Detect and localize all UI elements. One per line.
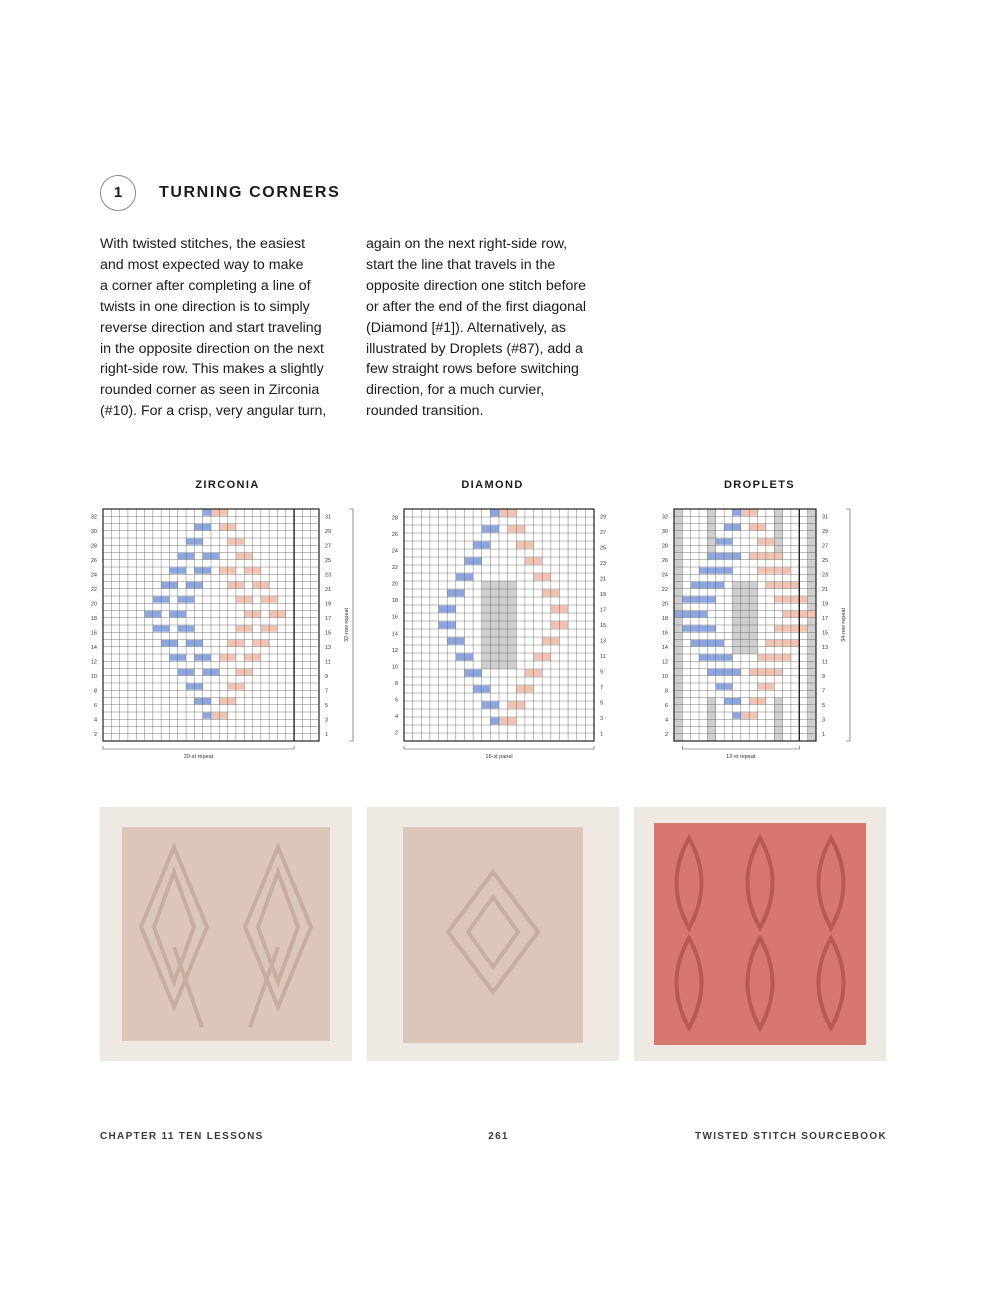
row-number-right: 1	[822, 731, 826, 738]
row-number-left: 14	[90, 644, 97, 651]
shaded-cell	[749, 632, 757, 639]
row-number-left: 10	[661, 673, 668, 680]
row-number-left: 26	[90, 557, 97, 564]
shaded-cell	[749, 640, 757, 647]
shaded-cell	[749, 625, 757, 632]
shaded-cell	[674, 509, 682, 516]
shaded-cell	[749, 618, 757, 625]
repeat-bracket	[404, 746, 594, 749]
row-number-right: 3	[325, 717, 329, 724]
shaded-cell	[707, 727, 715, 734]
shaded-cell	[674, 574, 682, 581]
swatch-photo-droplets	[634, 807, 886, 1061]
shaded-cell	[808, 654, 816, 661]
shaded-cell	[808, 625, 816, 632]
row-number-left: 22	[661, 586, 668, 593]
shaded-cell	[774, 698, 782, 705]
row-number-right: 15	[325, 630, 332, 637]
row-number-left: 16	[90, 630, 97, 637]
row-number-right: 27	[325, 543, 332, 550]
shaded-cell	[674, 625, 682, 632]
shaded-cell	[674, 640, 682, 647]
cable-pattern-droplets	[654, 823, 866, 1045]
row-number-left: 6	[394, 697, 398, 704]
shaded-cell	[808, 719, 816, 726]
shaded-cell	[508, 597, 517, 605]
row-number-right: 3	[822, 717, 826, 724]
row-number-right: 1	[600, 731, 604, 738]
row-number-right: 9	[822, 673, 826, 680]
row-number-left: 20	[391, 581, 398, 588]
row-number-left: 4	[394, 714, 398, 721]
row-number-right: 11	[822, 659, 828, 666]
row-number-right: 25	[325, 557, 332, 564]
body-text-column-2: again on the next right-side row, start the line that travels in the opposite direction one stitch before or after the end of the first diagonal (Diamond [#1]). Alternatively, as illustrated by Droplets (#87), add a few straight rows before switching direction, for a much curvier, rounded transition.	[366, 236, 587, 420]
row-number-right: 5	[822, 702, 826, 709]
shaded-cell	[674, 698, 682, 705]
shaded-cell	[732, 647, 740, 654]
shaded-cell	[808, 545, 816, 552]
shaded-cell	[707, 538, 715, 545]
shaded-cell	[741, 625, 749, 632]
shaded-cell	[732, 611, 740, 618]
row-number-right: 23	[600, 561, 607, 568]
shaded-cell	[732, 596, 740, 603]
row-number-right: 21	[822, 586, 829, 593]
shaded-cell	[808, 734, 816, 741]
shaded-cell	[674, 669, 682, 676]
shaded-cell	[482, 621, 491, 629]
shaded-cell	[707, 705, 715, 712]
row-number-right: 21	[600, 576, 607, 583]
shaded-cell	[774, 531, 782, 538]
row-number-left: 22	[391, 565, 398, 571]
knitted-swatch-diamond	[403, 827, 583, 1043]
shaded-cell	[808, 683, 816, 690]
row-number-left: 2	[664, 731, 668, 738]
shaded-cell	[499, 645, 508, 653]
row-number-left: 32	[90, 514, 97, 521]
footer-page-number: 261	[488, 1131, 509, 1142]
shaded-cell	[774, 705, 782, 712]
shaded-cell	[749, 647, 757, 654]
shaded-cell	[707, 712, 715, 719]
row-number-right: 9	[600, 669, 604, 676]
side-repeat-label: 32-row repeat	[344, 608, 350, 642]
shaded-cell	[674, 632, 682, 639]
row-number-right: 25	[822, 557, 829, 564]
row-number-left: 18	[90, 615, 97, 622]
row-number-right: 13	[822, 644, 829, 651]
row-number-left: 24	[661, 572, 668, 579]
shaded-cell	[482, 613, 491, 621]
repeat-label: 12-st repeat	[726, 754, 756, 760]
row-number-left: 28	[391, 515, 398, 522]
shaded-cell	[808, 603, 816, 610]
shaded-cell	[808, 640, 816, 647]
shaded-cell	[808, 560, 816, 567]
row-number-left: 16	[391, 614, 398, 621]
shaded-cell	[499, 629, 508, 637]
row-number-left: 26	[661, 557, 668, 564]
shaded-cell	[674, 516, 682, 523]
chart-title-diamond: DIAMOND	[461, 479, 524, 491]
shaded-cell	[674, 705, 682, 712]
shaded-cell	[508, 637, 517, 645]
shaded-cell	[808, 712, 816, 719]
row-number-left: 4	[93, 717, 97, 724]
shaded-cell	[499, 621, 508, 629]
shaded-cell	[732, 632, 740, 639]
chart-title-droplets: DROPLETS	[723, 479, 796, 491]
row-number-left: 28	[90, 543, 97, 550]
shaded-cell	[741, 640, 749, 647]
row-number-right: 13	[600, 638, 607, 645]
shaded-cell	[674, 560, 682, 567]
shaded-cell	[490, 629, 499, 637]
row-number-right: 7	[822, 688, 826, 695]
row-number-right: 27	[822, 543, 829, 550]
row-number-left: 2	[394, 730, 398, 737]
shaded-cell	[749, 596, 757, 603]
shaded-cell	[674, 719, 682, 726]
row-number-left: 30	[90, 528, 97, 535]
shaded-cell	[508, 661, 517, 669]
shaded-cell	[674, 647, 682, 654]
row-number-right: 7	[600, 684, 604, 691]
shaded-cell	[808, 618, 816, 625]
shaded-cell	[808, 509, 816, 516]
row-number-left: 8	[394, 681, 398, 687]
shaded-cell	[482, 661, 491, 669]
shaded-cell	[508, 629, 517, 637]
shaded-cell	[741, 611, 749, 618]
row-number-right: 17	[600, 607, 607, 614]
shaded-cell	[808, 669, 816, 676]
shaded-cell	[749, 589, 757, 596]
cable-pattern-diamond	[403, 827, 583, 1043]
chart-title-zirconia: ZIRCONIA	[195, 479, 260, 491]
shaded-cell	[674, 538, 682, 545]
row-number-right: 19	[822, 601, 829, 608]
shaded-cell	[490, 613, 499, 621]
shaded-cell	[482, 653, 491, 661]
shaded-cell	[808, 596, 816, 603]
row-number-left: 14	[391, 631, 398, 638]
row-number-right: 19	[600, 592, 607, 599]
row-number-left: 20	[90, 601, 97, 608]
shaded-cell	[808, 690, 816, 697]
shaded-cell	[808, 567, 816, 574]
shaded-cell	[707, 524, 715, 531]
shaded-cell	[499, 637, 508, 645]
shaded-cell	[707, 516, 715, 523]
lesson-title: TURNING CORNERS	[159, 184, 341, 201]
swatch-photo-diamond	[367, 807, 619, 1061]
knitted-swatch-zirconia	[122, 827, 330, 1041]
shaded-cell	[482, 605, 491, 613]
shaded-cell	[774, 727, 782, 734]
shaded-cell	[749, 603, 757, 610]
shaded-cell	[674, 589, 682, 596]
shaded-cell	[482, 645, 491, 653]
shaded-cell	[707, 698, 715, 705]
shaded-cell	[774, 734, 782, 741]
row-number-left: 12	[90, 659, 97, 666]
shaded-cell	[508, 621, 517, 629]
repeat-label: 20-st repeat	[183, 754, 214, 760]
shaded-cell	[674, 553, 682, 560]
shaded-cell	[774, 538, 782, 545]
shaded-cell	[749, 611, 757, 618]
shaded-cell	[674, 712, 682, 719]
shaded-cell	[508, 589, 517, 597]
shaded-cell	[674, 531, 682, 538]
shaded-cell	[490, 661, 499, 669]
row-number-left: 4	[664, 717, 668, 724]
shaded-cell	[741, 589, 749, 596]
shaded-cell	[741, 647, 749, 654]
shaded-cell	[732, 640, 740, 647]
shaded-cell	[674, 596, 682, 603]
body-text-column-1: With twisted stitches, the easiest and most expected way to make a corner after completing a line of twists in one direction is to simply reverse direction and start traveling in the opposite direction on the next right-side row. This makes a slightly rounded corner as seen in Zirconia (#10). For a crisp, very angular turn,	[100, 236, 327, 420]
row-number-right: 5	[600, 700, 604, 707]
row-number-left: 22	[90, 586, 97, 593]
shaded-cell	[499, 589, 508, 597]
shaded-cell	[808, 524, 816, 531]
cable-pattern-zirconia	[122, 827, 330, 1041]
row-number-left: 10	[90, 673, 97, 680]
row-number-right: 9	[325, 673, 329, 680]
shaded-cell	[707, 734, 715, 741]
shaded-cell	[674, 524, 682, 531]
row-number-right: 13	[325, 644, 332, 651]
row-number-right: 19	[325, 601, 332, 608]
footer-chapter: CHAPTER 11 TEN LESSONS	[100, 1131, 264, 1142]
row-number-right: 21	[325, 586, 332, 593]
shaded-cell	[707, 509, 715, 516]
row-number-left: 32	[661, 514, 668, 521]
shaded-cell	[674, 618, 682, 625]
repeat-bracket	[103, 746, 294, 749]
shaded-cell	[508, 581, 517, 589]
row-number-left: 6	[664, 702, 668, 709]
shaded-cell	[499, 613, 508, 621]
shaded-cell	[499, 605, 508, 613]
row-number-right: 29	[822, 528, 829, 535]
row-number-right: 31	[822, 514, 829, 521]
shaded-cell	[732, 625, 740, 632]
shaded-cell	[732, 589, 740, 596]
shaded-cell	[808, 632, 816, 639]
shaded-cell	[741, 596, 749, 603]
row-number-right: 23	[325, 572, 332, 579]
shaded-cell	[508, 653, 517, 661]
row-number-right: 7	[325, 688, 329, 695]
shaded-cell	[482, 629, 491, 637]
shaded-cell	[707, 545, 715, 552]
repeat-label: 16-st panel	[485, 754, 513, 760]
shaded-cell	[482, 589, 491, 597]
shaded-cell	[490, 621, 499, 629]
row-number-right: 25	[600, 545, 607, 552]
shaded-cell	[808, 574, 816, 581]
shaded-cell	[490, 605, 499, 613]
shaded-cell	[732, 603, 740, 610]
row-number-right: 23	[822, 572, 829, 579]
shaded-cell	[741, 618, 749, 625]
shaded-cell	[741, 582, 749, 589]
repeat-bracket	[682, 746, 799, 749]
shaded-cell	[808, 531, 816, 538]
row-number-left: 12	[661, 659, 668, 666]
row-number-right: 1	[325, 731, 329, 738]
row-number-left: 20	[661, 601, 668, 608]
shaded-cell	[508, 645, 517, 653]
lesson-number-badge: 1	[100, 175, 136, 211]
shaded-cell	[674, 582, 682, 589]
swatch-photo-zirconia	[100, 807, 352, 1061]
shaded-cell	[490, 645, 499, 653]
shaded-cell	[490, 637, 499, 645]
shaded-cell	[482, 581, 491, 589]
shaded-cell	[499, 597, 508, 605]
row-number-right: 17	[325, 615, 332, 622]
row-number-right: 31	[325, 514, 332, 521]
shaded-cell	[774, 509, 782, 516]
shaded-cell	[674, 676, 682, 683]
shaded-cell	[808, 582, 816, 589]
shaded-cell	[490, 589, 499, 597]
shaded-cell	[808, 705, 816, 712]
row-number-left: 18	[661, 615, 668, 622]
row-number-right: 17	[822, 615, 829, 622]
row-number-right: 15	[600, 623, 607, 629]
shaded-cell	[674, 727, 682, 734]
shaded-cell	[749, 582, 757, 589]
side-repeat-label: 34-row repeat	[841, 608, 847, 642]
row-number-right: 27	[600, 530, 607, 537]
shaded-cell	[808, 647, 816, 654]
row-number-left: 14	[661, 644, 668, 651]
shaded-cell	[674, 683, 682, 690]
row-number-right: 5	[325, 702, 329, 709]
row-number-left: 24	[391, 548, 398, 555]
shaded-cell	[707, 531, 715, 538]
shaded-cell	[674, 661, 682, 668]
shaded-cell	[490, 581, 499, 589]
shaded-cell	[674, 690, 682, 697]
shaded-cell	[808, 698, 816, 705]
row-number-left: 30	[661, 528, 668, 535]
row-number-left: 16	[661, 630, 668, 637]
row-number-left: 26	[391, 531, 398, 538]
row-number-right: 11	[600, 653, 606, 660]
shaded-cell	[774, 524, 782, 531]
row-number-right: 3	[600, 715, 604, 722]
row-number-left: 6	[93, 702, 97, 709]
shaded-cell	[774, 719, 782, 726]
shaded-cell	[674, 654, 682, 661]
shaded-cell	[508, 613, 517, 621]
shaded-cell	[808, 589, 816, 596]
footer-book-title: TWISTED STITCH SOURCEBOOK	[695, 1131, 887, 1142]
shaded-cell	[808, 676, 816, 683]
shaded-cell	[482, 637, 491, 645]
shaded-cell	[674, 603, 682, 610]
shaded-cell	[707, 719, 715, 726]
shaded-cell	[508, 605, 517, 613]
row-number-left: 8	[93, 688, 97, 695]
shaded-cell	[490, 653, 499, 661]
row-number-right: 29	[325, 528, 332, 535]
row-number-left: 28	[661, 543, 668, 550]
shaded-cell	[732, 582, 740, 589]
shaded-cell	[808, 727, 816, 734]
shaded-cell	[482, 597, 491, 605]
row-number-left: 10	[391, 664, 398, 671]
shaded-cell	[808, 661, 816, 668]
shaded-cell	[774, 712, 782, 719]
row-number-right: 11	[325, 659, 331, 666]
shaded-cell	[808, 538, 816, 545]
row-number-left: 18	[391, 598, 398, 605]
shaded-cell	[499, 653, 508, 661]
shaded-cell	[674, 734, 682, 741]
shaded-cell	[674, 567, 682, 574]
row-number-right: 15	[822, 630, 829, 637]
row-number-left: 12	[391, 647, 398, 654]
shaded-cell	[732, 618, 740, 625]
shaded-cell	[741, 603, 749, 610]
shaded-cell	[499, 661, 508, 669]
shaded-cell	[774, 516, 782, 523]
row-number-right: 29	[600, 514, 607, 521]
row-number-left: 8	[664, 688, 668, 695]
row-number-left: 2	[93, 731, 97, 738]
shaded-cell	[499, 581, 508, 589]
shaded-cell	[674, 545, 682, 552]
shaded-cell	[490, 597, 499, 605]
row-number-left: 24	[90, 572, 97, 579]
shaded-cell	[774, 545, 782, 552]
shaded-cell	[741, 632, 749, 639]
shaded-cell	[808, 553, 816, 560]
knitted-swatch-droplets	[654, 823, 866, 1045]
shaded-cell	[808, 516, 816, 523]
